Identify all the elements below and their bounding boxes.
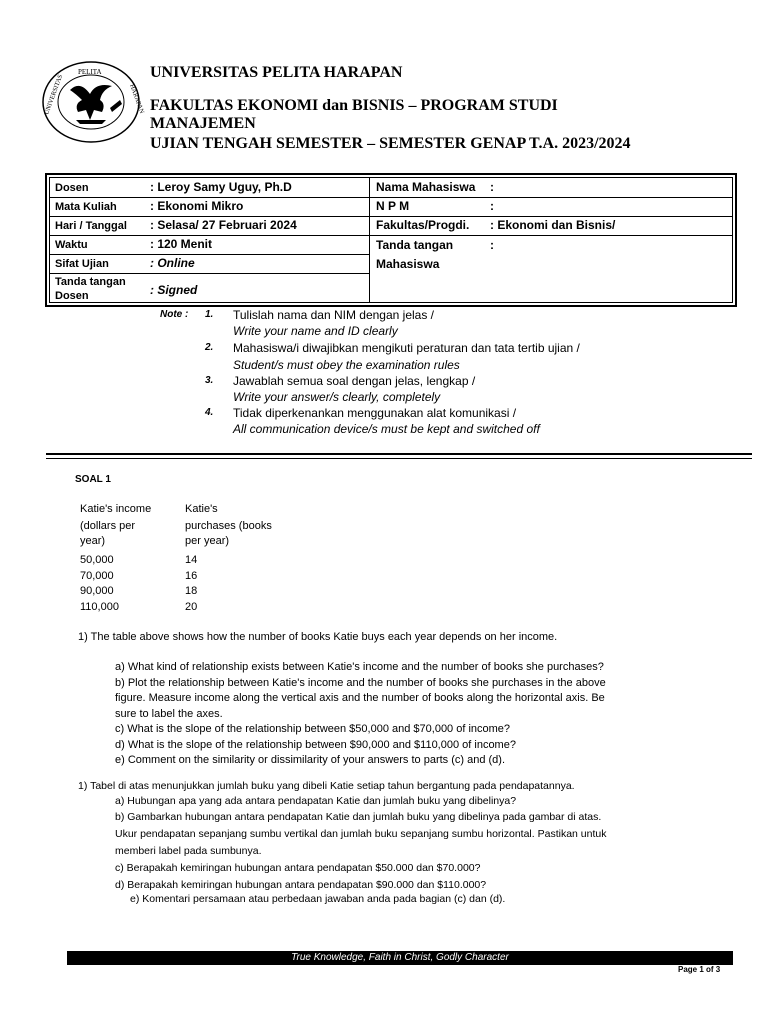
dosen-value: : Leroy Samy Uguy, Ph.D <box>150 180 292 194</box>
logo-text-top: PELITA <box>78 68 102 76</box>
ttd-mahasiswa-label-1: Tanda tangan <box>376 238 454 252</box>
note-1-num: 1. <box>205 309 214 320</box>
row-nama <box>370 178 732 198</box>
nama-label: Nama Mahasiswa <box>376 180 476 194</box>
row-ttd-mahasiswa <box>370 235 732 303</box>
sifat-label: Sifat Ujian <box>55 258 109 270</box>
income-cell: 50,000 <box>80 554 114 566</box>
footer-motto-bar <box>67 951 733 965</box>
row-npm <box>370 197 732 217</box>
logo-text-right: HARAPAN <box>128 83 146 115</box>
hari-value: : Selasa/ 27 Februari 2024 <box>150 218 297 232</box>
ttd-dosen-label-2: Dosen <box>55 290 89 302</box>
col1-header-line: year) <box>80 535 106 547</box>
table-col1-header <box>80 502 151 550</box>
ttd-mahasiswa-label-2: Mahasiswa <box>376 257 440 271</box>
matkul-label: Mata Kuliah <box>55 201 117 213</box>
note-4-en: All communication device/s must be kept and switched off <box>233 422 540 436</box>
note-label: Note : <box>160 309 189 320</box>
question-intro-id: 1) Tabel di atas menunjukkan jumlah buku yang dibeli Katie setiap tahun bergantung pada pendapatannya. <box>78 780 575 792</box>
note-1-en: Write your name and ID clearly <box>233 324 398 338</box>
question-id-c: c) Berapakah kemiringan hubungan antara pendapatan $50.000 dan $70.000? <box>115 862 481 874</box>
row-ttd-dosen <box>50 273 369 303</box>
university-name: UNIVERSITAS PELITA HARAPAN <box>150 64 403 81</box>
question-id-b2: Ukur pendapatan sepanjang sumbu vertikal dan jumlah buku sepanjang sumbu horizontal. Pastikan untuk <box>115 828 607 840</box>
col2-header-line: purchases (books <box>185 519 272 532</box>
ttd-dosen-label-1: Tanda tangan <box>55 276 126 288</box>
table-col2-header <box>185 502 272 550</box>
books-cell: 14 <box>185 554 198 566</box>
faculty-line-2: MANAJEMEN <box>150 115 256 132</box>
row-fakultas <box>370 216 732 236</box>
note-2-id: Mahasiswa/i diwajibkan mengikuti peraturan dan tata tertib ujian / <box>233 341 580 355</box>
row-sifat <box>50 254 369 274</box>
question-en-block <box>115 660 606 769</box>
dosen-label: Dosen <box>55 182 89 194</box>
note-3-id: Jawablah semua soal dengan jelas, lengkap / <box>233 374 476 388</box>
income-cell: 70,000 <box>80 569 114 582</box>
divider-bottom <box>46 458 752 459</box>
question-id-d: d) Berapakah kemiringan hubungan antara pendapatan $90.000 dan $110.000? <box>115 879 487 891</box>
question-en-a: a) What kind of relationship exists between Katie's income and the number of books she purchases? <box>115 661 604 673</box>
matkul-value: : Ekonomi Mikro <box>150 199 244 213</box>
page-number: Page 1 of 3 <box>678 965 721 974</box>
note-3-en: Write your answer/s clearly, completely <box>233 390 441 404</box>
question-en-d: d) What is the slope of the relationship between $90,000 and $110,000 of income? <box>115 738 516 751</box>
note-2-en: Student/s must obey the examination rules <box>233 358 460 372</box>
divider-top <box>46 453 752 455</box>
row-dosen <box>50 178 369 198</box>
hari-label: Hari / Tanggal <box>55 220 127 232</box>
row-hari <box>50 216 369 236</box>
waktu-label: Waktu <box>55 239 88 251</box>
question-id-a: a) Hubungan apa yang ada antara pendapatan Katie dan jumlah buku yang dibelinya? <box>115 795 517 807</box>
row-waktu <box>50 235 369 255</box>
question-id-b3: memberi label pada sumbunya. <box>115 845 262 857</box>
waktu-value: : 120 Menit <box>150 237 213 251</box>
question-en-b3: sure to label the axes. <box>115 707 223 720</box>
note-4-id: Tidak diperkenankan menggunakan alat komunikasi / <box>233 406 517 420</box>
question-en-e: e) Comment on the similarity or dissimilarity of your answers to parts (c) and (d). <box>115 754 506 766</box>
npm-label: N P M <box>376 199 410 213</box>
soal-title: SOAL 1 <box>75 474 111 485</box>
exam-title: UJIAN TENGAH SEMESTER – SEMESTER GENAP T.A. 2023/2024 <box>150 135 631 152</box>
books-cell: 18 <box>185 585 198 597</box>
note-2-num: 2. <box>205 342 214 353</box>
exam-info-table <box>45 173 737 307</box>
question-id-b1: b) Gambarkan hubungan antara pendapatan Katie dan jumlah buku yang dibelinya pada gambar di atas. <box>115 811 602 823</box>
fakultas-value: : Ekonomi dan Bisnis/ <box>490 218 616 232</box>
university-logo <box>40 60 146 144</box>
ttd-dosen-value: : Signed <box>150 283 198 297</box>
income-cell: 90,000 <box>80 585 114 597</box>
row-mata-kuliah <box>50 197 369 217</box>
question-en-b1: b) Plot the relationship between Katie's income and the number of books she purchases in the above <box>115 676 606 689</box>
faculty-line-1: FAKULTAS EKONOMI dan BISNIS – PROGRAM STUDI <box>150 97 558 114</box>
books-cell: 20 <box>185 600 198 613</box>
question-en-c: c) What is the slope of the relationship between $50,000 and $70,000 of income? <box>115 723 511 735</box>
question-intro-en: 1) The table above shows how the number of books Katie buys each year depends on her income. <box>78 631 558 643</box>
books-column <box>185 553 197 615</box>
income-cell: 110,000 <box>80 600 119 613</box>
question-en-b2: figure. Measure income along the vertical axis and the number of books along the horizontal axis. Be <box>115 692 605 704</box>
col2-header-line: per year) <box>185 535 230 547</box>
npm-colon: : <box>490 199 494 213</box>
note-4-num: 4. <box>205 407 214 418</box>
col1-header-line: Katie's income <box>80 503 152 515</box>
col1-header-line: (dollars per <box>80 519 136 532</box>
question-id-e: e) Komentari persamaan atau perbedaan jawaban anda pada bagian (c) dan (d). <box>130 893 506 905</box>
income-column <box>80 553 119 615</box>
note-3-num: 3. <box>205 375 214 386</box>
fakultas-label: Fakultas/Progdi. <box>376 218 470 232</box>
footer-motto: True Knowledge, Faith in Christ, Godly Character <box>291 952 509 963</box>
nama-colon: : <box>490 180 494 194</box>
sifat-value: : Online <box>150 256 195 270</box>
logo-text-left: UNIVERSITAS <box>43 73 65 116</box>
note-1-id: Tulislah nama dan NIM dengan jelas / <box>233 308 434 322</box>
ttd-mahasiswa-colon: : <box>490 238 494 252</box>
col2-header-line: Katie's <box>185 503 218 515</box>
books-cell: 16 <box>185 569 198 582</box>
